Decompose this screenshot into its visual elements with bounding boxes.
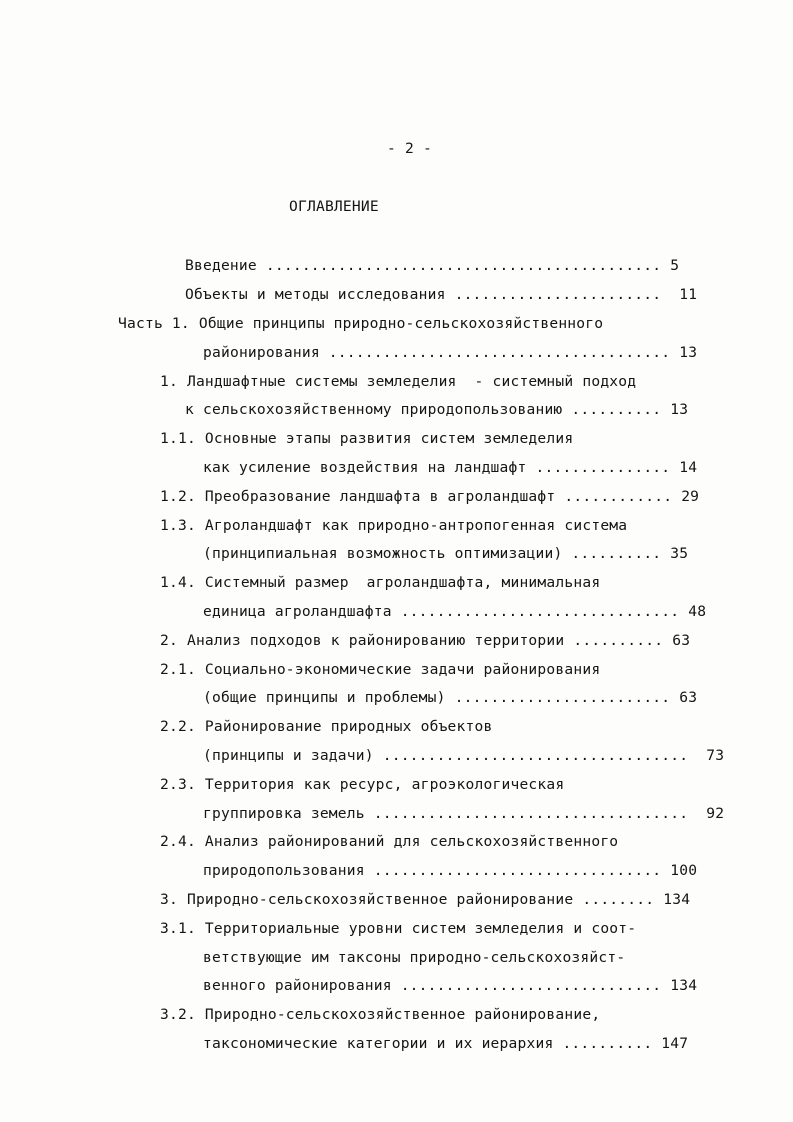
- toc-entry: 1. Ландшафтные системы земледелия - системный подход: [160, 373, 637, 390]
- page-title: ОГЛАВЛЕНИЕ: [289, 198, 379, 215]
- toc-entry: Объекты и методы исследования ....................... 11: [185, 286, 698, 303]
- toc-entry: Введение ............................................ 5: [185, 257, 680, 274]
- toc-entry: как усиление воздействия на ландшафт ............... 14: [203, 459, 698, 476]
- page-number: - 2 -: [387, 140, 432, 157]
- toc-entry: районирования ...................................... 13: [203, 344, 698, 361]
- toc-entry: 3.1. Территориальные уровни систем земледелия и соот-: [160, 920, 637, 937]
- toc-entry: 1.4. Системный размер агроландшафта, минимальная: [160, 574, 601, 591]
- toc-entry: 2.4. Анализ районирований для сельскохозяйственного: [160, 833, 619, 850]
- toc-entry: 2.2. Районирование природных объектов: [160, 718, 493, 735]
- toc-entry: (принципы и задачи) .................................. 73: [203, 747, 725, 764]
- toc-entry: 1.3. Агроландшафт как природно-антропогенная система: [160, 517, 628, 534]
- toc-entry: венного районирования ............................. 134: [203, 977, 698, 994]
- toc-entry: группировка земель ................................... 92: [203, 805, 725, 822]
- toc-entry: 3. Природно-сельскохозяйственное районирование ........ 134: [160, 891, 691, 908]
- toc-entry: 2. Анализ подходов к районированию территории .......... 63: [160, 632, 691, 649]
- toc-entry: 1.1. Основные этапы развития систем земледелия: [160, 430, 574, 447]
- toc-entry: ветствующие им таксоны природно-сельскохозяйст-: [203, 949, 626, 966]
- toc-entry: 3.2. Природно-сельскохозяйственное районирование,: [160, 1006, 601, 1023]
- toc-entry: единица агроландшафта ............................... 48: [203, 603, 707, 620]
- toc-entry: 2.1. Социально-экономические задачи районирования: [160, 661, 601, 678]
- toc-entry: 2.3. Территория как ресурс, агроэкологическая: [160, 776, 565, 793]
- toc-entry: таксономические категории и их иерархия .......... 147: [203, 1035, 689, 1052]
- toc-entry: (принципиальная возможность оптимизации) .......... 35: [203, 545, 689, 562]
- toc-entry: природопользования ................................ 100: [203, 862, 698, 879]
- toc-entry: (общие принципы и проблемы) ........................ 63: [203, 689, 698, 706]
- toc-entry: к сельскохозяйственному природопользованию .......... 13: [185, 401, 689, 418]
- toc-entry: 1.2. Преобразование ландшафта в агроландшафт ............ 29: [160, 488, 700, 505]
- toc-entry: Часть 1. Общие принципы природно-сельскохозяйственного: [118, 315, 604, 332]
